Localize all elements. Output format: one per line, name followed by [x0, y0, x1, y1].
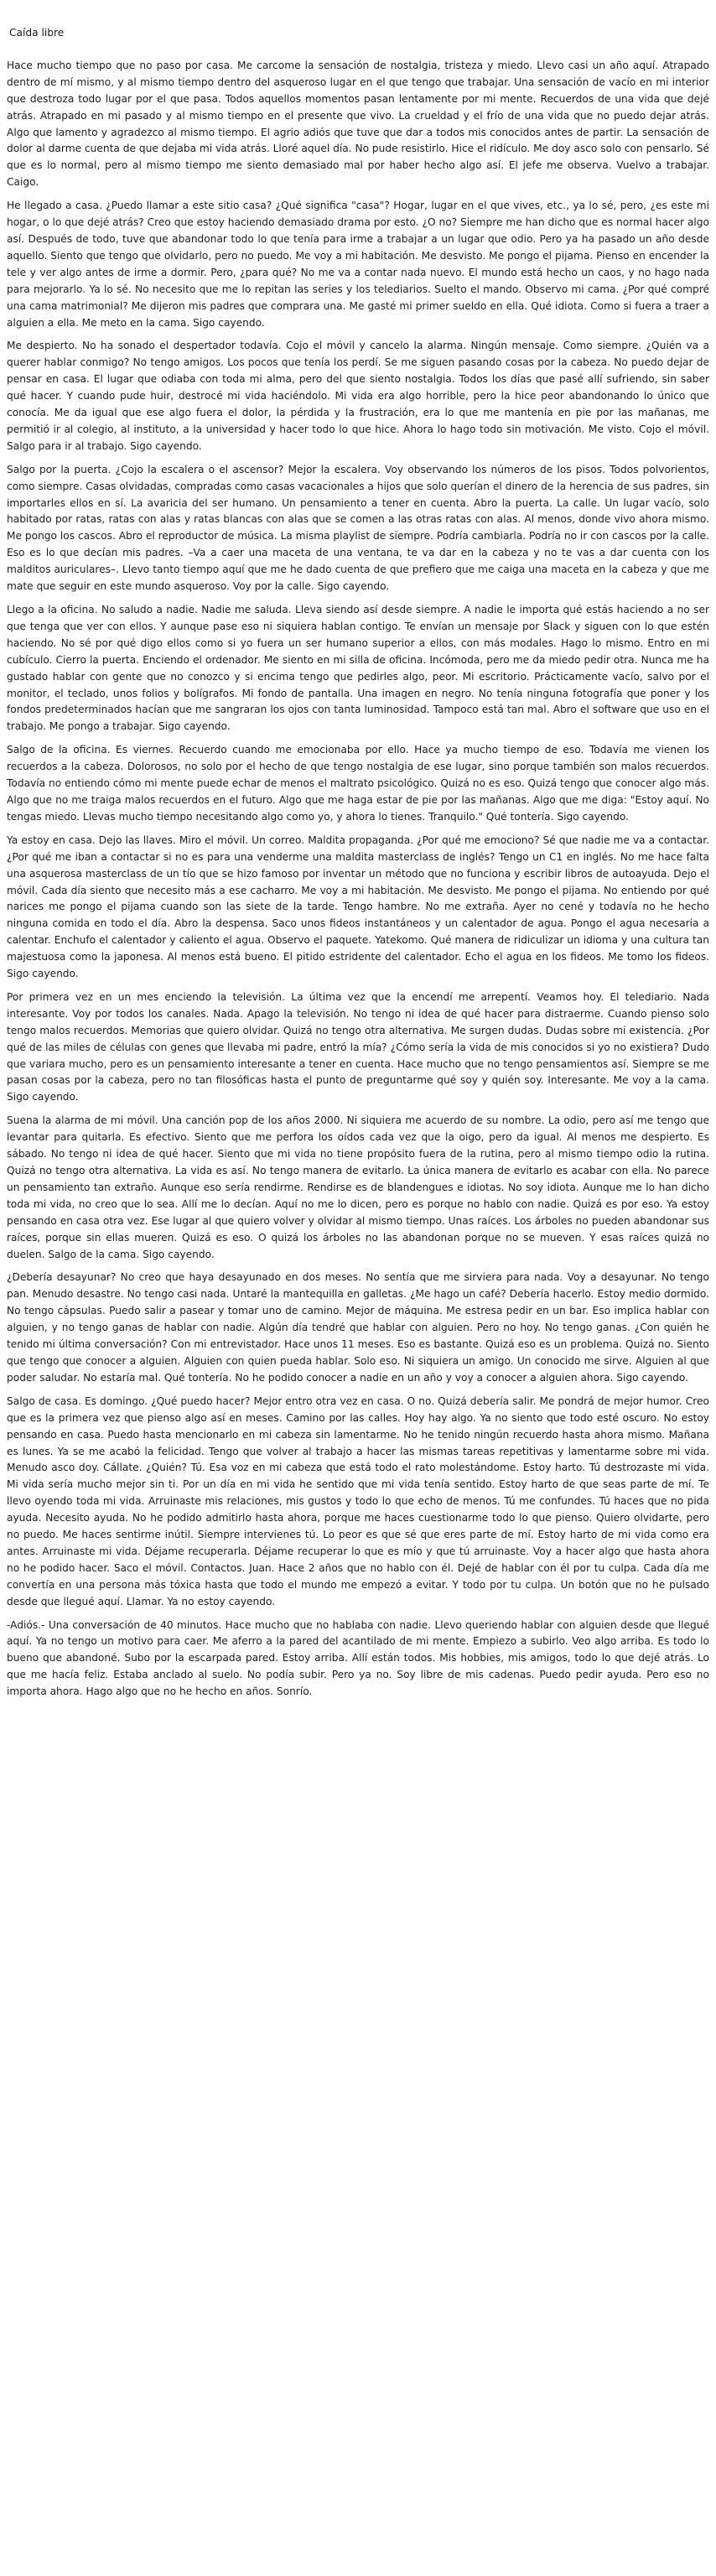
paragraph: Salgo de la oficina. Es viernes. Recuerdo cuando me emocionaba por ello. Hace ya mucho tiempo de eso. Todavía me vienen los recuerdos a la cabeza. Dolorosos, no solo por el hecho de que tengo nostalgia de ese lugar, sino porque también son malos recuerdos. Todavía no entiendo cómo mi mente puede echar de menos el maltrato psicológico. Quizá no es eso. Quizá tengo que conocer algo más. Algo que no me traiga malos recuerdos en el futuro. Algo que me haga estar de pie por las mañanas. Algo que me diga: "Estoy aquí. No tengas miedo. Llevas mucho tiempo necesitando algo como yo, y ahora lo tienes. Tranquilo." Qué tontería. Sigo cayendo. — [7, 744, 709, 823]
paragraph: Me despierto. No ha sonado el despertador todavía. Cojo el móvil y cancelo la alarma. Ningún mensaje. Como siempre. ¿Quién va a querer hablar conmigo? No tengo amigos. Los pocos que tenía los perdí. Se me siguen pasando cosas por la cabeza. No puedo dejar de pensar en casa. El lugar que odiaba con toda mi alma, pero del que siento nostalgia. Todos los días que pasé allí sufriendo, sin saber qué hacer. Y cuando pude huir, destrocé mi vida haciéndolo. Mi vida era algo horrible, pero la hice peor abandonando lo único que conocía. Me da igual que ese algo fuera el dolor, la pérdida y la frustración, era lo que me mantenía en pie por las mañanas, me permitió ir al colegio, al instituto, a la universidad y hacer todo lo que hice. Ahora lo hago todo sin motivación. Me visto. Cojo el móvil. Salgo para ir al trabajo. Sigo cayendo. — [7, 340, 709, 452]
paragraph: Llego a la oficina. No saludo a nadie. Nadie me saluda. Lleva siendo así desde siempre. A nadie le importa qué estás haciendo a no ser que tenga que ver con ellos. Y aunque pase eso ni siquiera hablan contigo. Te envían un mensaje por Slack y siguen con lo que estén haciendo. No sé por qué digo ellos como si yo fuera un ser humano superior a ellos, con más modales. Hago lo mismo. Entro en mi cubículo. Cierro la puerta. Enciendo el ordenador. Me siento en mi silla de oficina. Incómoda, pero me da miedo pedir otra. Nunca me ha gustado hablar con gente que no conozco y si encima tengo que pedirles algo, peor. Mi escritorio. Prácticamente vacío, salvo por el monitor, el teclado, unos folios y bolígrafos. Mi fondo de pantalla. Una imagen en negro. No tenía ninguna fotografía que poner y los fondos predeterminados hacían que me sangraran los ojos con tanta luminosidad. Tampoco está tan mal. Abro el software que uso en el trabajo. Me pongo a trabajar. Sigo cayendo. — [7, 604, 709, 733]
paragraph: Por primera vez en un mes enciendo la televisión. La última vez que la encendí me arrepentí. Veamos hoy. El telediario. Nada interesante. Voy por todos los canales. Nada. Apago la televisión. No tengo ni idea de qué hacer para distraerme. Cuando pienso solo tengo malos recuerdos. Memorias que quiero olvidar. Quizá no tengo otra alternativa. Me surgen dudas. Dudas sobre mi existencia. ¿Por qué de las miles de células con genes que llevaba mi padre, entró la mía? ¿Cómo sería la vida de mis conocidos si yo no existiera? Dudo que variara mucho, pero es un pensamiento interesante a tener en cuenta. Hace mucho que no tengo pensamientos así. Siempre se me pasan cosas por la cabeza, pero no tan filosóficas hasta el punto de preguntarme qué soy y quién soy. Interesante. Me voy a la cama. Sigo cayendo. — [7, 990, 709, 1104]
document-title: Caída libre — [9, 27, 65, 39]
document — [7, 25, 709, 1707]
paragraph: Suena la alarma de mi móvil. Una canción pop de los años 2000. Ni siquiera me acuerdo de su nombre. La odio, pero así me tengo que levantar para quitarla. Es efectivo. Siento que me perfora los oídos cada vez que la oigo, pero da igual. Al menos me despierto. Es sábado. No tengo ni idea de qué hacer. Siento que mi vida no tiene propósito fuera de la rutina, pero al mismo tiempo odio la rutina. Quizá no tengo otra alternativa. La vida es así. No tengo manera de evitarlo. La única manera de evitarlo es acabar con ella. No parece un pensamiento tan extraño. Aunque eso sería rendirme. Rendirse es de blandengues e idiotas. No soy idiota. Aunque me lo han dicho toda mi vida, no creo que lo sea. Allí me lo decían. Aquí no me lo dicen, pero es porque no hablo con nadie. Quizá es por eso. Ya estoy pensando en casa otra vez. Ese lugar al que quiero volver y olvidar al mismo tiempo. Unas raíces. Los árboles no pueden abandonar sus raíces, porque sin ellas mueren. Quizá es eso. O quizá los árboles no las abandonan porque no se mueven. Y esas raíces quizá no duelen. Salgo de la cama. Sigo cayendo. — [7, 1114, 709, 1260]
paragraph: Ya estoy en casa. Dejo las llaves. Miro el móvil. Un correo. Maldita propaganda. ¿Por qué me emociono? Sé que nadie me va a contactar. ¿Por qué me iban a contactar si no es para una venderme una maldita masterclass de inglés? Tengo un C1 en inglés. No me hace falta una asquerosa masterclass de un tío que se hizo famoso por inventar un método que no funciona y escribir libros de autoayuda. Dejo el móvil. Cada día siento que necesito más a ese cacharro. Me voy a mi habitación. Me desvisto. Me pongo el pijama. No entiendo por qué narices me pongo el pijama cuando son las siete de la tarde. Tengo hambre. No me extraña. Ayer no cené y todavía no he hecho ninguna comida en todo el día. Abro la despensa. Saco unos fideos instantáneos y un calentador de agua. Pongo el agua necesaria a calentar. Enchufo el calentador y caliento el agua. Observo el paquete. Yatekomo. Qué manera de ridiculizar un idioma y una cultura tan majestuosa como la japonesa. Al menos está bueno. El pitido estridente del calentador. Echo el agua en los fideos. Me tomo los fideos. Sigo cayendo. — [7, 834, 709, 980]
paragraph: Hace mucho tiempo que no paso por casa. Me carcome la sensación de nostalgia, tristeza y miedo. Llevo casi un año aquí. Atrapado dentro de mí mismo, y al mismo tiempo dentro del asqueroso lugar en el que tengo que trabajar. Una sensación de vacío en mi interior que destroza todo lugar por el que pasa. Todos aquellos momentos pasan lentamente por mi mente. Recuerdos de una vida que dejé atrás. Atrapado en mi pasado y al mismo tiempo en el presente que vivo. La crueldad y el frío de una vida que no puedo dejar atrás. Algo que lamento y agradezco al mismo tiempo. El agrio adiós que tuve que dar a todos mis conocidos antes de partir. La sensación de dolor al darme cuenta de que dejaba mi vida atrás. Lloré aquel día. No pude resistirlo. Hice el ridículo. Me doy asco solo con pensarlo. Sé que es lo normal, pero al mismo tiempo me siento demasiado mal por haber hecho algo así. El jefe me observa. Vuelvo a trabajar. Caigo. — [7, 59, 709, 189]
paragraph: Salgo de casa. Es domingo. ¿Qué puedo hacer? Mejor entro otra vez en casa. O no. Quizá debería salir. Me pondrá de mejor humor. Creo que es la primera vez que pienso algo así en meses. Camino por las calles. Hoy hay algo. Ya no siento que todo esté oscuro. No estoy pensando en casa. Puedo hasta mencionarlo en mi cabeza sin lamentarme. No he tenido ningún recuerdo hasta ahora mismo. Mañana es lunes. Ya se me acabó la felicidad. Tengo que volver al trabajo a hacer las mismas tareas repetitivas y lamentarme sobre mi vida. Menudo asco doy. Cállate. ¿Quién? Tú. Esa voz en mi cabeza que está todo el rato molestándome. Estoy harto. Tú destrozaste mi vida. Mi vida sería mucho mejor sin ti. Por un día en mi vida he sentido que mi vida tenía sentido. Estoy harto de que seas parte de mí. Te llevo oyendo toda mi vida. Arruinaste mis relaciones, mis gustos y todo lo que echo de menos. Tú me confundes. Tú haces que no pida ayuda. Necesito ayuda. No he podido admitirlo hasta ahora, porque me haces cuestionarme todo lo que pienso. Quiero olvidarte, pero no puedo. Me haces sentirme inútil. Siempre intervienes tú. Lo peor es que sé que eres parte de mí. Estoy harto de mi vida como era antes. Arruinaste mi vida. Déjame recuperarla. Déjame recuperar lo que es mío y que tú arruinaste. Voy a hacer algo que hasta ahora no he podido hacer. Saco el móvil. Contactos. Juan. Hace 2 años que no hablo con él. Dejé de hablar con él por tu culpa. Cada día me convertía en una persona más tóxica hasta que todo el mundo me empezó a evitar. Y todo por tu culpa. Un botón que no he pulsado desde que llegué aquí. Llamar. Ya no estoy cayendo. — [7, 1394, 709, 1607]
paragraph: ¿Debería desayunar? No creo que haya desayunado en dos meses. No sentía que me sirviera para nada. Voy a desayunar. No tengo pan. Menudo desastre. No tengo casi nada. Untaré la mantequilla en galletas. ¿Me hago un café? Debería hacerlo. Estoy medio dormido. No tengo cápsulas. Puedo salir a pasear y tomar uno de camino. Mejor de máquina. Me estresa pedir en un bar. Eso implica hablar con alguien, y no tengo ganas de hablar con nadie. Algún día tendré que hablar con alguien. Pero no hoy. No tengo ganas. ¿Con quién he tenido mi última conversación? Con mi entrevistador. Hace unos 11 meses. Eso es bastante. Quizá eso es un problema. Quizá no. Siento que tengo que conocer a alguien. Alguien con quien pueda hablar. Solo eso. Ni siquiera un amigo. Un conocido me sirve. Alguien al que poder saludar. No estaría mal. Qué tontería. No he podido conocer a nadie en un año y voy a conocer a alguien ahora. Sigo cayendo. — [7, 1271, 709, 1384]
paragraph: He llegado a casa. ¿Puedo llamar a este sitio casa? ¿Qué significa "casa"? Hogar, lugar en el que vives, etc., ya lo sé, pero, ¿es este mi hogar, o lo que dejé atrás? Creo que estoy haciendo demasiado drama por esto. ¿O no? Siempre me han dicho que es normal hacer algo así. Después de todo, tuve que abandonar todo lo que tenía para irme a trabajar a un lugar que odio. Pero ya ha pasado un año desde aquello. Siento que tengo que olvidarlo, pero no puedo. Me voy a mi habitación. Me desvisto. Me pongo el pijama. Pienso en encender la tele y ver algo antes de irme a dormir. Pero, ¿para qué? No me va a contar nada nuevo. El mundo está hecho un caos, y no hago nada para mejorarlo. Ya lo sé. No necesito que me lo repitan las series y los telediarios. Suelto el mando. Observo mi cama. ¿Por qué compré una cama matrimonial? Me dijeron mis padres que comprara una. Me gasté mi primer sueldo en ella. Qué idiota. Como si fuera a traer a alguien a ella. Me meto en la cama. Sigo cayendo. — [7, 200, 709, 329]
paragraph: -Adiós.- Una conversación de 40 minutos. Hace mucho que no hablaba con nadie. Llevo queriendo hablar con alguien desde que llegué aquí. Ya no tengo un motivo para caer. Me aferro a la pared del acantilado de mi mente. Empiezo a subirlo. Veo algo arriba. Es todo lo bueno que abandoné. Subo por la escarpada pared. Estoy arriba. Allí están todos. Mis hobbies, mis amigos, todo lo que dejé atrás. Lo que me hacía feliz. Estaba anclado al suelo. No podía subir. Pero ya no. Soy libre de mis cadenas. Puedo pedir ayuda. Pero eso no importa ahora. Hago algo que no he hecho en años. Sonrío. — [7, 1618, 709, 1698]
paragraph: Salgo por la puerta. ¿Cojo la escalera o el ascensor? Mejor la escalera. Voy observando los números de los pisos. Todos polvorientos, como siempre. Casas olvidadas, compradas como casas vacacionales a hijos que solo querían el dinero de la herencia de sus padres, sin importarles ellos en sí. La avaricia del ser humano. Un pensamiento a tener en cuenta. Abro la puerta. La calle. Un lugar vacío, solo habitado por ratas, ratas con alas y ratas blancas con alas que se comen a las otras ratas con alas. Al menos, donde vivo ahora mismo. Me pongo los cascos. Abro el reproductor de música. La misma playlist de siempre. Podría cambiarla. Podría no ir con cascos por la calle. Eso es lo que decían mis padres. –Va a caer una maceta de una ventana, te va dar en la cabeza y no te vas a dar cuenta con los malditos auriculares–. Llevo tanto tiempo aquí que me he dado cuenta de que prefiero que me caiga una maceta en la cabeza y que me mate que seguir en este mundo asqueroso. Voy por la calle. Sigo cayendo. — [7, 463, 709, 593]
